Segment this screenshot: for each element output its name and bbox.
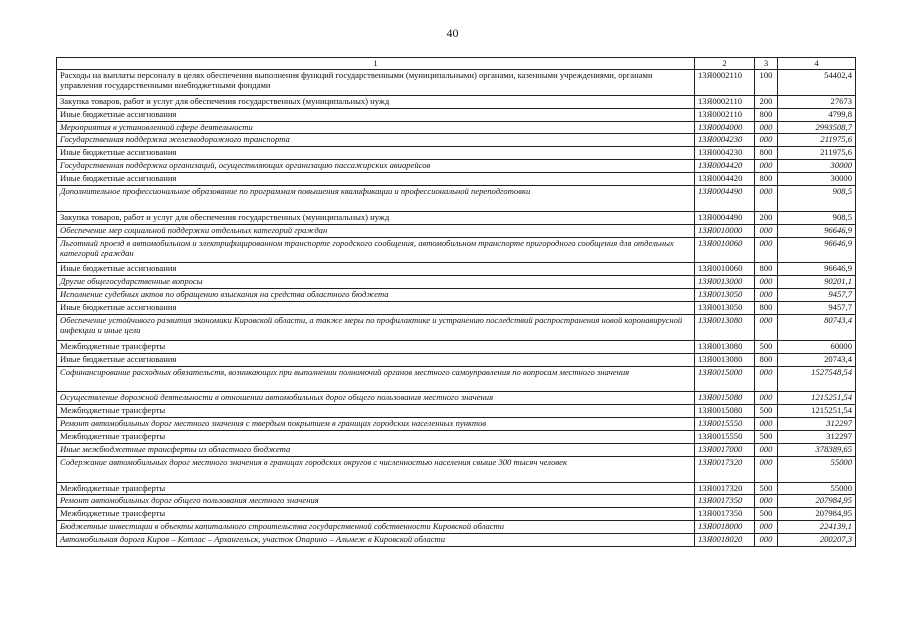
row-sum-cell: 80743,4 — [778, 314, 856, 340]
row-code-cell: 13Я0018020 — [695, 534, 755, 547]
row-name-cell: Иные бюджетные ассигнования — [57, 108, 695, 121]
row-type-cell: 000 — [755, 392, 778, 405]
row-sum-cell: 55000 — [778, 456, 856, 482]
table-row — [57, 134, 856, 147]
row-code-cell: 13Я0002110 — [695, 95, 755, 108]
table-row — [57, 302, 856, 315]
row-type-cell: 000 — [755, 366, 778, 392]
row-type-cell: 800 — [755, 108, 778, 121]
row-sum-cell: 200207,3 — [778, 534, 856, 547]
row-code-cell: 13Я0015080 — [695, 405, 755, 418]
row-sum-cell: 30000 — [778, 173, 856, 186]
row-code-cell: 13Я0004230 — [695, 134, 755, 147]
table-row — [57, 534, 856, 547]
row-name-cell: Льготный проезд в автомобильном и электрифицированном транспорте городского сообщения, автомобильном транспорте пригородного сообщения для отдельных категорий граждан — [57, 237, 695, 263]
column-header-sum: 4 — [778, 58, 856, 70]
row-type-cell: 500 — [755, 482, 778, 495]
row-sum-cell: 9457,7 — [778, 302, 856, 315]
table-row — [57, 443, 856, 456]
row-name-cell: Иные бюджетные ассигнования — [57, 353, 695, 366]
row-name-cell: Дополнительное профессиональное образование по программам повышения квалификации и профессиональной переподготовки — [57, 186, 695, 212]
row-code-cell: 13Я0004000 — [695, 121, 755, 134]
table-row — [57, 173, 856, 186]
row-sum-cell: 1215251,54 — [778, 405, 856, 418]
row-code-cell: 13Я0004230 — [695, 147, 755, 160]
row-type-cell: 000 — [755, 186, 778, 212]
row-type-cell: 800 — [755, 302, 778, 315]
row-name-cell: Софинансирование расходных обязательств, возникающих при выполнении полномочий органов местного самоуправления по вопросам местного значения — [57, 366, 695, 392]
row-code-cell: 13Я0013080 — [695, 340, 755, 353]
table-row — [57, 521, 856, 534]
row-sum-cell: 30000 — [778, 160, 856, 173]
row-code-cell: 13Я0017350 — [695, 508, 755, 521]
row-sum-cell: 378389,65 — [778, 443, 856, 456]
row-type-cell: 200 — [755, 95, 778, 108]
row-type-cell: 500 — [755, 405, 778, 418]
row-code-cell: 13Я0015550 — [695, 418, 755, 431]
table-row — [57, 289, 856, 302]
table-row — [57, 121, 856, 134]
row-sum-cell: 312297 — [778, 418, 856, 431]
row-sum-cell: 20743,4 — [778, 353, 856, 366]
row-code-cell: 13Я0010060 — [695, 237, 755, 263]
table-row — [57, 508, 856, 521]
row-sum-cell: 96646,9 — [778, 237, 856, 263]
row-sum-cell: 312297 — [778, 431, 856, 444]
row-type-cell: 800 — [755, 173, 778, 186]
row-name-cell: Содержание автомобильных дорог местного значения в границах городских округов с численностью населения свыше 300 тысяч человек — [57, 456, 695, 482]
table-row — [57, 224, 856, 237]
row-name-cell: Межбюджетные трансферты — [57, 431, 695, 444]
row-name-cell: Автомобильная дорога Киров – Котлас – Архангельск, участок Опарино – Альмеж в Кировской области — [57, 534, 695, 547]
row-code-cell: 13Я0010060 — [695, 263, 755, 276]
table-header-row — [57, 58, 856, 70]
row-code-cell: 13Я0018000 — [695, 521, 755, 534]
row-type-cell: 000 — [755, 237, 778, 263]
row-name-cell: Государственная поддержка железнодорожного транспорта — [57, 134, 695, 147]
row-name-cell: Бюджетные инвестиции в объекты капитального строительства государственной собственности Кировской области — [57, 521, 695, 534]
row-sum-cell: 908,5 — [778, 186, 856, 212]
table-row — [57, 366, 856, 392]
table-row — [57, 276, 856, 289]
row-name-cell: Обеспечение устойчивого развития экономики Кировской области, а также меры по профилактике и устранению последствий распространения новой коронавирусной инфекции и иные цели — [57, 314, 695, 340]
row-name-cell: Межбюджетные трансферты — [57, 508, 695, 521]
table-row — [57, 495, 856, 508]
row-code-cell: 13Я0010000 — [695, 224, 755, 237]
table-row — [57, 95, 856, 108]
row-type-cell: 500 — [755, 431, 778, 444]
row-type-cell: 000 — [755, 443, 778, 456]
row-type-cell: 500 — [755, 508, 778, 521]
row-sum-cell: 96646,9 — [778, 224, 856, 237]
row-sum-cell: 224139,1 — [778, 521, 856, 534]
table-row — [57, 340, 856, 353]
table-row — [57, 70, 856, 96]
row-name-cell: Расходы на выплаты персоналу в целях обеспечения выполнения функций государственными (муниципальными) органами, казенными учреждениями, органами управления государственными внебюджетными фондами — [57, 70, 695, 96]
table-row — [57, 482, 856, 495]
row-name-cell: Иные межбюджетные трансферты из областного бюджета — [57, 443, 695, 456]
row-name-cell: Межбюджетные трансферты — [57, 405, 695, 418]
row-type-cell: 000 — [755, 289, 778, 302]
row-type-cell: 200 — [755, 211, 778, 224]
table-row — [57, 456, 856, 482]
row-sum-cell: 55000 — [778, 482, 856, 495]
row-type-cell: 500 — [755, 340, 778, 353]
table-row — [57, 314, 856, 340]
page-number: 40 — [446, 26, 459, 40]
table-row — [57, 237, 856, 263]
row-name-cell: Исполнение судебных актов по обращению взыскания на средства областного бюджета — [57, 289, 695, 302]
row-code-cell: 13Я0017320 — [695, 482, 755, 495]
row-name-cell: Осуществление дорожной деятельности в отношении автомобильных дорог общего пользования местного значения — [57, 392, 695, 405]
row-sum-cell: 54402,4 — [778, 70, 856, 96]
row-sum-cell: 4799,8 — [778, 108, 856, 121]
table-row — [57, 431, 856, 444]
row-code-cell: 13Я0004490 — [695, 211, 755, 224]
row-code-cell: 13Я0017320 — [695, 456, 755, 482]
row-sum-cell: 207984,95 — [778, 495, 856, 508]
column-header-code: 2 — [695, 58, 755, 70]
row-sum-cell: 9457,7 — [778, 289, 856, 302]
row-sum-cell: 207984,95 — [778, 508, 856, 521]
row-type-cell: 000 — [755, 134, 778, 147]
row-type-cell: 000 — [755, 521, 778, 534]
table-row — [57, 392, 856, 405]
row-code-cell: 13Я0004420 — [695, 160, 755, 173]
row-type-cell: 800 — [755, 263, 778, 276]
row-code-cell: 13Я0004490 — [695, 186, 755, 212]
row-name-cell: Обеспечение мер социальной поддержки отдельных категорий граждан — [57, 224, 695, 237]
row-sum-cell: 1215251,54 — [778, 392, 856, 405]
row-name-cell: Межбюджетные трансферты — [57, 482, 695, 495]
table-row — [57, 211, 856, 224]
table-body — [57, 70, 856, 547]
row-code-cell: 13Я0013080 — [695, 353, 755, 366]
table-row — [57, 263, 856, 276]
column-header-name: 1 — [57, 58, 695, 70]
row-code-cell: 13Я0002110 — [695, 70, 755, 96]
table-row — [57, 147, 856, 160]
row-code-cell: 13Я0013050 — [695, 289, 755, 302]
row-name-cell: Иные бюджетные ассигнования — [57, 263, 695, 276]
row-code-cell: 13Я0015000 — [695, 366, 755, 392]
row-sum-cell: 211975,6 — [778, 147, 856, 160]
table-row — [57, 186, 856, 212]
row-type-cell: 000 — [755, 495, 778, 508]
row-sum-cell: 60000 — [778, 340, 856, 353]
row-sum-cell: 1527548,54 — [778, 366, 856, 392]
row-type-cell: 800 — [755, 147, 778, 160]
table-row — [57, 353, 856, 366]
row-name-cell: Мероприятия в установленной сфере деятельности — [57, 121, 695, 134]
row-name-cell: Ремонт автомобильных дорог общего пользования местного значения — [57, 495, 695, 508]
row-sum-cell: 27673 — [778, 95, 856, 108]
row-name-cell: Межбюджетные трансферты — [57, 340, 695, 353]
row-name-cell: Закупка товаров, работ и услуг для обеспечения государственных (муниципальных) нужд — [57, 95, 695, 108]
row-type-cell: 000 — [755, 121, 778, 134]
row-sum-cell: 908,5 — [778, 211, 856, 224]
row-sum-cell: 90201,1 — [778, 276, 856, 289]
row-sum-cell: 96646,9 — [778, 263, 856, 276]
row-name-cell: Иные бюджетные ассигнования — [57, 147, 695, 160]
row-code-cell: 13Я0015550 — [695, 431, 755, 444]
column-header-type: 3 — [755, 58, 778, 70]
row-type-cell: 000 — [755, 276, 778, 289]
row-name-cell: Государственная поддержка организаций, осуществляющих организацию пассажирских авиарейсов — [57, 160, 695, 173]
row-code-cell: 13Я0015080 — [695, 392, 755, 405]
row-type-cell: 000 — [755, 224, 778, 237]
row-type-cell: 800 — [755, 353, 778, 366]
budget-table — [56, 57, 856, 547]
row-code-cell: 13Я0013080 — [695, 314, 755, 340]
row-code-cell: 13Я0002110 — [695, 108, 755, 121]
row-type-cell: 000 — [755, 160, 778, 173]
row-type-cell: 000 — [755, 418, 778, 431]
row-type-cell: 000 — [755, 456, 778, 482]
table-row — [57, 405, 856, 418]
row-sum-cell: 2993508,7 — [778, 121, 856, 134]
table-row — [57, 108, 856, 121]
row-code-cell: 13Я0017000 — [695, 443, 755, 456]
table-row — [57, 418, 856, 431]
row-type-cell: 000 — [755, 534, 778, 547]
row-name-cell: Иные бюджетные ассигнования — [57, 173, 695, 186]
table-row — [57, 160, 856, 173]
row-code-cell: 13Я0013000 — [695, 276, 755, 289]
row-type-cell: 000 — [755, 314, 778, 340]
row-sum-cell: 211975,6 — [778, 134, 856, 147]
row-name-cell: Ремонт автомобильных дорог местного значения с твердым покрытием в границах городских населенных пунктов — [57, 418, 695, 431]
row-name-cell: Иные бюджетные ассигнования — [57, 302, 695, 315]
row-name-cell: Другие общегосударственные вопросы — [57, 276, 695, 289]
row-code-cell: 13Я0017350 — [695, 495, 755, 508]
row-type-cell: 100 — [755, 70, 778, 96]
row-code-cell: 13Я0004420 — [695, 173, 755, 186]
row-name-cell: Закупка товаров, работ и услуг для обеспечения государственных (муниципальных) нужд — [57, 211, 695, 224]
row-code-cell: 13Я0013050 — [695, 302, 755, 315]
